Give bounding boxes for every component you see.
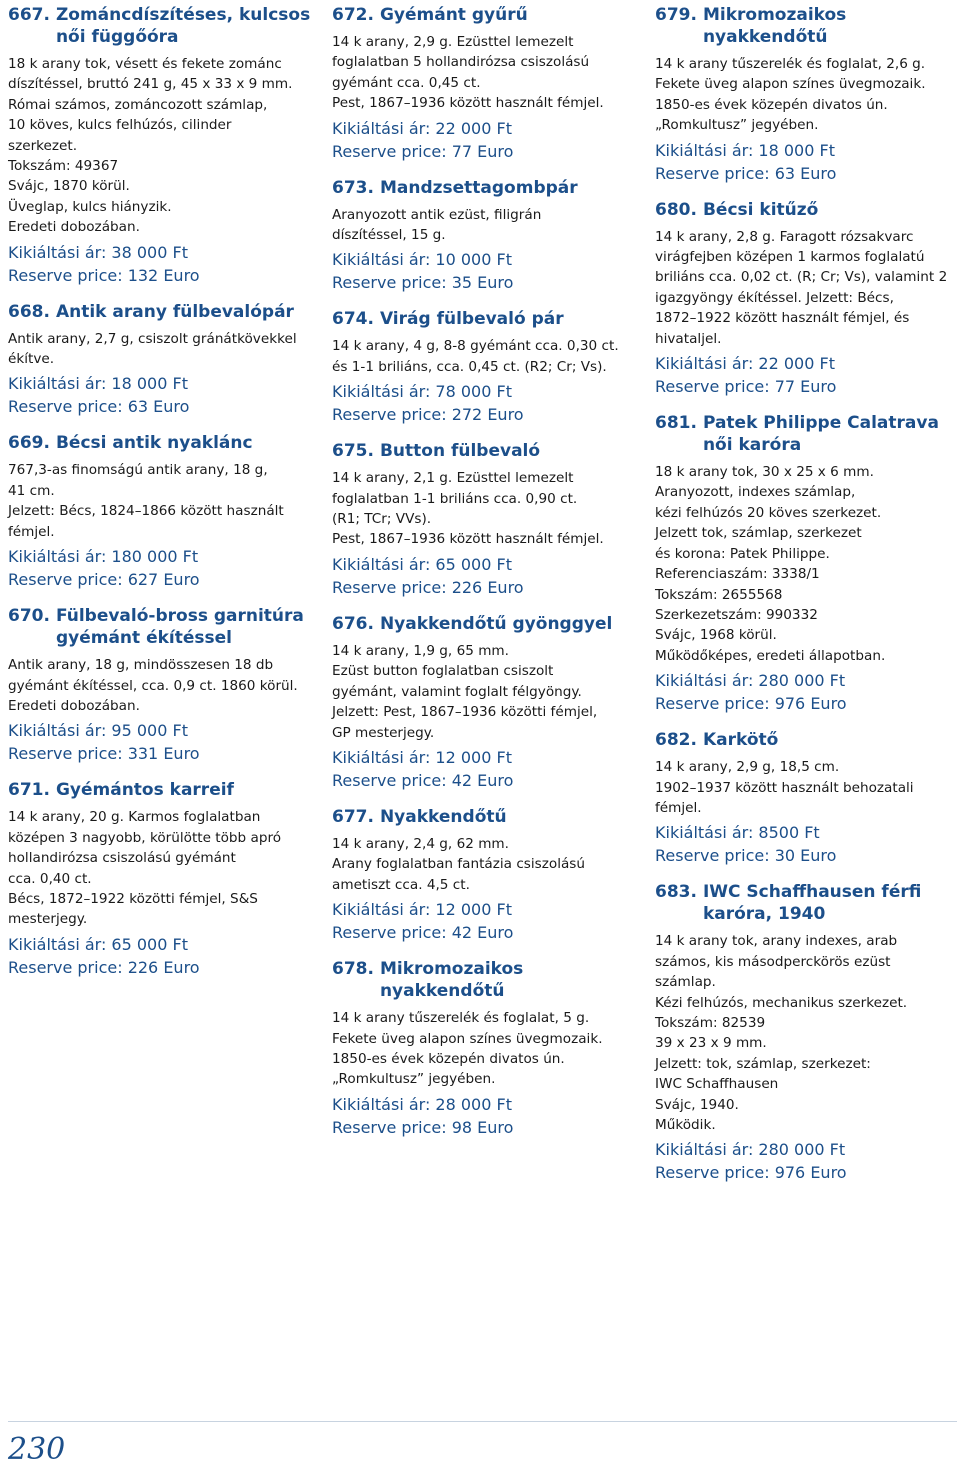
starting-price-huf: Kikiáltási ár: 22 000 Ft	[332, 118, 512, 138]
lot-name	[56, 301, 320, 323]
price-block	[332, 117, 642, 163]
lot-title	[655, 729, 957, 751]
lot-name-line: Zománcdíszítéses, kulcsos	[55, 5, 311, 25]
lot-name-line: IWC Schaffhausen férfi	[702, 882, 922, 903]
reserve-price-eur: Reserve price: 272 Euro	[332, 405, 524, 425]
lot-description	[332, 32, 642, 114]
catalog-column-1	[8, 4, 320, 993]
description-line: 14 k arany, 20 g. Karmos foglalatban	[8, 809, 261, 826]
description-line: igazgyöngy ékítéssel. Jelzett: Bécs,	[655, 289, 894, 306]
lot-title	[332, 440, 642, 462]
price-block	[655, 669, 957, 715]
lot-name-line: Nyakkendőtű	[379, 806, 507, 827]
description-line: 1850-es évek közepén divatos ún.	[332, 1050, 565, 1067]
starting-price-huf: Kikiáltási ár: 65 000 Ft	[332, 554, 512, 574]
lot-description	[655, 227, 957, 349]
lot-entry	[332, 958, 642, 1139]
description-line: GP mesterjegy.	[332, 724, 435, 741]
description-line: Svájc, 1940.	[655, 1096, 739, 1113]
description-line: középen 3 nagyobb, körülötte több apró	[8, 829, 282, 846]
lot-number: 673.	[332, 177, 374, 198]
description-line: fémjel.	[655, 799, 702, 816]
description-line: díszítéssel, bruttó 241 g, 45 x 33 x 9 mm.	[8, 76, 293, 93]
lot-name	[380, 4, 642, 26]
reserve-price-eur: Reserve price: 63 Euro	[8, 397, 190, 417]
lot-number: 671.	[8, 780, 50, 801]
reserve-price-eur: Reserve price: 627 Euro	[8, 570, 200, 590]
lot-entry	[655, 881, 957, 1184]
price-block	[332, 1093, 642, 1139]
price-block	[332, 898, 642, 944]
lot-number: 672.	[332, 5, 374, 25]
description-line: Svájc, 1968 körül.	[655, 627, 777, 644]
lot-description	[332, 834, 642, 895]
starting-price-huf: Kikiáltási ár: 12 000 Ft	[332, 747, 512, 767]
price-block	[8, 933, 320, 979]
lot-name	[380, 958, 642, 1002]
description-line: 18 k arany tok, vésett és fekete zománc	[8, 56, 282, 72]
lot-name-line: Antik arany fülbevalópár	[55, 301, 294, 322]
lot-title	[655, 412, 957, 456]
reserve-price-eur: Reserve price: 63 Euro	[655, 163, 837, 183]
description-line: Jelzett: Bécs, 1824–1866 között használt	[8, 503, 284, 520]
lot-description	[332, 336, 642, 377]
description-line: hivataljel.	[655, 330, 722, 347]
lot-name	[56, 4, 320, 48]
lot-number: 678.	[332, 959, 374, 980]
starting-price-huf: Kikiáltási ár: 280 000 Ft	[655, 1140, 846, 1160]
lot-name-line: Mandzsettagombpár	[379, 177, 578, 198]
description-line: 14 k arany, 2,4 g, 62 mm.	[332, 835, 509, 852]
lot-entry	[332, 440, 642, 599]
description-line: 14 k arany, 2,9 g. Ezüsttel lemezelt	[332, 34, 574, 50]
lot-name	[56, 605, 320, 649]
description-line: briliáns cca. 0,02 ct. (R; Cr; Vs), valamint 2	[655, 269, 948, 286]
description-line: Szerkezetszám: 990332	[655, 606, 818, 623]
lot-entry	[8, 779, 320, 978]
price-block	[8, 545, 320, 591]
lot-title	[332, 958, 642, 1002]
lot-name-line: Virág fülbevaló pár	[379, 309, 564, 330]
lot-title	[332, 806, 642, 828]
reserve-price-eur: Reserve price: 30 Euro	[655, 846, 837, 866]
description-line: 10 köves, kulcs felhúzós, cilinder	[8, 117, 232, 134]
price-block	[655, 1138, 957, 1184]
price-block	[332, 553, 642, 599]
lot-name	[703, 881, 957, 925]
description-line: Működőképes, eredeti állapotban.	[655, 647, 886, 664]
description-line: Tokszám: 2655568	[655, 586, 783, 603]
lot-name	[703, 199, 957, 221]
description-line: IWC Schaffhausen	[655, 1076, 779, 1093]
starting-price-huf: Kikiáltási ár: 95 000 Ft	[8, 721, 188, 741]
lot-title	[332, 308, 642, 330]
lot-number: 674.	[332, 309, 374, 330]
description-line: és korona: Patek Philippe.	[655, 545, 830, 562]
description-line: Működik.	[655, 1117, 716, 1133]
price-block	[332, 746, 642, 792]
lot-name	[703, 4, 957, 48]
starting-price-huf: Kikiáltási ár: 180 000 Ft	[8, 547, 199, 567]
lot-number: 680.	[655, 199, 697, 220]
lot-entry	[332, 177, 642, 295]
description-line: díszítéssel, 15 g.	[332, 227, 446, 244]
description-line: Kézi felhúzós, mechanikus szerkezet.	[655, 994, 908, 1011]
lot-number: 668.	[8, 301, 50, 322]
description-line: Tokszám: 82539	[655, 1014, 766, 1031]
description-line: 39 x 23 x 9 mm.	[655, 1035, 767, 1052]
description-line: és 1-1 briliáns, cca. 0,45 ct. (R2; Cr; Vs).	[332, 358, 607, 375]
lot-name-line: női karóra	[702, 435, 802, 456]
reserve-price-eur: Reserve price: 132 Euro	[8, 265, 200, 285]
lot-number: 677.	[332, 806, 374, 827]
lot-description	[655, 757, 957, 818]
description-line: 767,3-as finomságú antik arany, 18 g,	[8, 462, 268, 479]
description-line: számos, kis másodperckörös ezüst	[655, 953, 891, 970]
lot-description	[332, 205, 642, 246]
footer-divider	[8, 1421, 957, 1422]
price-block	[655, 352, 957, 398]
description-line: Eredeti dobozában.	[8, 697, 140, 714]
lot-description	[332, 1008, 642, 1090]
lot-number: 675.	[332, 441, 374, 462]
lot-number: 683.	[655, 882, 697, 903]
price-block	[332, 248, 642, 294]
starting-price-huf: Kikiáltási ár: 18 000 Ft	[655, 140, 835, 160]
lot-description	[8, 460, 320, 542]
description-line: Jelzett: tok, számlap, szerkezet:	[655, 1055, 871, 1072]
price-block	[332, 380, 642, 426]
description-line: 18 k arany tok, 30 x 25 x 6 mm.	[655, 464, 874, 481]
lot-title	[655, 199, 957, 221]
reserve-price-eur: Reserve price: 77 Euro	[332, 141, 514, 161]
lot-entry	[655, 4, 957, 185]
description-line: 14 k arany, 1,9 g, 65 mm.	[332, 642, 509, 659]
description-line: Pest, 1867–1936 között használt fémjel.	[332, 95, 604, 112]
lot-description	[332, 641, 642, 743]
description-line: 14 k arany tok, arany indexes, arab	[655, 933, 898, 950]
description-line: ametiszt cca. 4,5 ct.	[332, 876, 470, 893]
lot-name	[380, 177, 642, 199]
description-line: fémjel.	[8, 523, 55, 540]
lot-name	[380, 806, 642, 828]
lot-name	[703, 729, 957, 751]
description-line: cca. 0,40 ct.	[8, 870, 92, 887]
reserve-price-eur: Reserve price: 226 Euro	[8, 957, 200, 977]
description-line: 41 cm.	[8, 482, 55, 499]
lot-entry	[332, 308, 642, 426]
lot-number: 679.	[655, 5, 697, 25]
price-block	[8, 241, 320, 287]
lot-entry	[8, 605, 320, 765]
description-line: 14 k arany tűszerelék és foglalat, 5 g.	[332, 1010, 590, 1027]
description-line: 1902–1937 között használt behozatali	[655, 779, 914, 796]
starting-price-huf: Kikiáltási ár: 38 000 Ft	[8, 242, 188, 262]
description-line: 1872–1922 között használt fémjel, és	[655, 310, 910, 327]
description-line: szerkezet.	[8, 137, 78, 154]
description-line: Arany foglalatban fantázia csiszolású	[332, 856, 585, 873]
description-line: 14 k arany, 2,1 g. Ezüsttel lemezelt	[332, 470, 574, 487]
reserve-price-eur: Reserve price: 77 Euro	[655, 377, 837, 397]
description-line: Pest, 1867–1936 között használt fémjel.	[332, 531, 604, 548]
lot-description	[655, 931, 957, 1135]
lot-entry	[332, 4, 642, 163]
lot-title	[332, 613, 642, 635]
lot-name	[380, 308, 642, 330]
starting-price-huf: Kikiáltási ár: 78 000 Ft	[332, 382, 512, 402]
description-line: kézi felhúzós 20 köves szerkezet.	[655, 504, 882, 521]
description-line: Svájc, 1870 körül.	[8, 178, 130, 195]
description-line: Tokszám: 49367	[8, 158, 119, 175]
description-line: gyémánt cca. 0,45 ct.	[332, 74, 481, 91]
starting-price-huf: Kikiáltási ár: 8500 Ft	[655, 823, 820, 843]
description-line: „Romkultusz” jegyében.	[655, 117, 819, 134]
price-block	[8, 719, 320, 765]
lot-description	[655, 462, 957, 666]
description-line: számlap.	[655, 974, 716, 991]
lot-name	[56, 432, 320, 454]
lot-name-line: Bécsi kitűző	[702, 199, 819, 220]
lot-name	[56, 779, 320, 801]
lot-name	[380, 440, 642, 462]
description-line: „Romkultusz” jegyében.	[332, 1071, 496, 1088]
lot-number: 682.	[655, 730, 697, 751]
catalog-column-3	[655, 4, 957, 1198]
description-line: Aranyozott antik ezüst, filigrán	[332, 206, 542, 223]
reserve-price-eur: Reserve price: 226 Euro	[332, 577, 524, 597]
description-line: Római számos, zománcozott számlap,	[8, 96, 268, 113]
reserve-price-eur: Reserve price: 35 Euro	[332, 273, 514, 293]
starting-price-huf: Kikiáltási ár: 28 000 Ft	[332, 1094, 512, 1114]
lot-entry	[8, 4, 320, 287]
lot-title	[8, 605, 320, 649]
description-line: ékítve.	[8, 351, 55, 368]
page-number: 230	[8, 1432, 66, 1467]
description-line: mesterjegy.	[8, 911, 88, 928]
description-line: (R1; TCr; VVs).	[332, 511, 432, 528]
starting-price-huf: Kikiáltási ár: 10 000 Ft	[332, 250, 512, 270]
description-line: 1850-es évek közepén divatos ún.	[655, 96, 888, 113]
description-line: 14 k arany, 2,9 g, 18,5 cm.	[655, 759, 840, 776]
lot-name-line: Fülbevaló-bross garnitúra	[55, 606, 304, 627]
lot-title	[8, 4, 320, 48]
description-line: foglalatban 5 hollandirózsa csiszolású	[332, 54, 590, 71]
lot-name-line: Mikromozaikos nyakkendőtű	[702, 5, 847, 47]
price-block	[655, 139, 957, 185]
lot-entry	[8, 301, 320, 419]
lot-description	[655, 54, 957, 136]
description-line: Eredeti dobozában.	[8, 219, 140, 236]
lot-name	[380, 613, 642, 635]
lot-entry	[655, 729, 957, 867]
lot-name-line: Karkötő	[702, 730, 779, 751]
description-line: Bécs, 1872–1922 közötti fémjel, S&S	[8, 890, 258, 907]
lot-name-line: karóra, 1940	[702, 904, 826, 925]
description-line: Fekete üveg alapon színes üvegmozaik.	[655, 76, 926, 93]
lot-name-line: Patek Philippe Calatrava	[702, 413, 939, 434]
price-block	[8, 372, 320, 418]
description-line: Ezüst button foglalatban csiszolt	[332, 663, 554, 680]
lot-name-line: Gyémántos karreif	[55, 780, 234, 801]
description-line: gyémánt ékítéssel, cca. 0,9 ct. 1860 körül.	[8, 677, 298, 694]
starting-price-huf: Kikiáltási ár: 18 000 Ft	[8, 374, 188, 394]
lot-title	[655, 881, 957, 925]
starting-price-huf: Kikiáltási ár: 65 000 Ft	[8, 934, 188, 954]
reserve-price-eur: Reserve price: 42 Euro	[332, 770, 514, 790]
lot-title	[8, 779, 320, 801]
lot-number: 676.	[332, 613, 374, 634]
lot-name-line: Nyakkendőtű gyönggyel	[379, 613, 613, 634]
price-block	[655, 821, 957, 867]
lot-description	[8, 655, 320, 716]
reserve-price-eur: Reserve price: 331 Euro	[8, 744, 200, 764]
description-line: 14 k arany, 4 g, 8-8 gyémánt cca. 0,30 ct.	[332, 338, 619, 355]
lot-entry	[332, 806, 642, 944]
reserve-price-eur: Reserve price: 42 Euro	[332, 923, 514, 943]
lot-number: 667.	[8, 5, 50, 25]
lot-name-line: Button fülbevaló	[379, 441, 541, 462]
description-line: Aranyozott, indexes számlap,	[655, 484, 856, 501]
lot-name-line: gyémánt ékítéssel	[55, 628, 232, 649]
lot-title	[8, 301, 320, 323]
description-line: Antik arany, 18 g, mindösszesen 18 db	[8, 657, 274, 674]
lot-entry	[332, 613, 642, 792]
lot-number: 670.	[8, 606, 50, 627]
description-line: Fekete üveg alapon színes üvegmozaik.	[332, 1030, 603, 1047]
lot-title	[655, 4, 957, 48]
lot-name-line: Gyémánt gyűrű	[379, 5, 528, 25]
starting-price-huf: Kikiáltási ár: 280 000 Ft	[655, 671, 846, 691]
lot-entry	[8, 432, 320, 591]
description-line: Jelzett tok, számlap, szerkezet	[655, 525, 862, 542]
description-line: gyémánt, valamint foglalt félgyöngy.	[332, 683, 582, 700]
description-line: Referenciaszám: 3338/1	[655, 566, 820, 583]
lot-description	[332, 468, 642, 550]
description-line: Jelzett: Pest, 1867–1936 közötti fémjel,	[332, 704, 598, 721]
description-line: Üveglap, kulcs hiányzik.	[8, 198, 172, 215]
lot-name-line: női függőóra	[55, 27, 179, 47]
description-line: 14 k arany tűszerelék és foglalat, 2,6 g.	[655, 56, 926, 72]
description-line: Antik arany, 2,7 g, csiszolt gránátkövekkel	[8, 330, 297, 347]
lot-title	[332, 4, 642, 26]
lot-description	[8, 807, 320, 929]
lot-description	[8, 54, 320, 238]
lot-number: 669.	[8, 433, 50, 454]
lot-entry	[655, 199, 957, 398]
lot-title	[8, 432, 320, 454]
description-line: virágfejben középen 1 karmos foglalatú	[655, 249, 925, 266]
lot-name-line: Mikromozaikos nyakkendőtű	[379, 959, 524, 1002]
starting-price-huf: Kikiáltási ár: 12 000 Ft	[332, 900, 512, 920]
lot-title	[332, 177, 642, 199]
starting-price-huf: Kikiáltási ár: 22 000 Ft	[655, 354, 835, 374]
description-line: foglalatban 1-1 briliáns cca. 0,90 ct.	[332, 490, 578, 507]
catalog-column-2	[332, 4, 642, 1153]
reserve-price-eur: Reserve price: 976 Euro	[655, 694, 847, 714]
description-line: hollandirózsa csiszolású gyémánt	[8, 850, 236, 867]
lot-name-line: Bécsi antik nyaklánc	[55, 433, 253, 454]
lot-name	[703, 412, 957, 456]
description-line: 14 k arany, 2,8 g. Faragott rózsakvarc	[655, 228, 914, 245]
lot-entry	[655, 412, 957, 715]
lot-number: 681.	[655, 413, 697, 434]
lot-description	[8, 329, 320, 370]
reserve-price-eur: Reserve price: 98 Euro	[332, 1117, 514, 1137]
reserve-price-eur: Reserve price: 976 Euro	[655, 1163, 847, 1183]
